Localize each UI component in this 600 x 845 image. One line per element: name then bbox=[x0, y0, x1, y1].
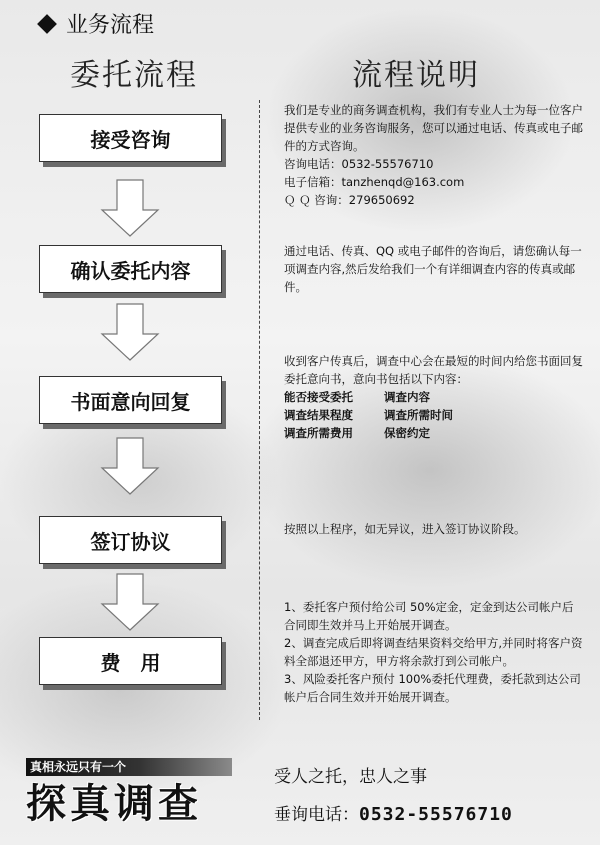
consult-phone: 咨询电话：0532-55576710 bbox=[284, 157, 434, 171]
left-column-title: 委托流程 bbox=[70, 58, 198, 93]
consult-email: 电子信箱：tanzhenqd@163.com bbox=[284, 175, 465, 189]
reply-item: 能否接受委托 bbox=[284, 390, 353, 404]
description-consult bbox=[284, 101, 584, 209]
description-reply-intro: 收到客户传真后，调查中心会在最短的时间内给您书面回复委托意向书，意向书包括以下内容： bbox=[284, 354, 583, 386]
step-box-1: 接受咨询 bbox=[39, 114, 222, 162]
reply-item: 调查内容 bbox=[384, 390, 430, 404]
step-box-5: 费 用 bbox=[39, 637, 222, 685]
hotline-label: 垂询电话： bbox=[274, 805, 359, 825]
description-fees bbox=[284, 598, 584, 706]
fee-term-1: 1、委托客户预付给公司 50%定金，定金到达公司帐户后合同即生效并马上开始展开调查。 bbox=[284, 600, 574, 632]
hotline-number: 0532-55576710 bbox=[359, 804, 513, 825]
brand-name: 探真调查 bbox=[26, 780, 202, 827]
down-arrow-icon bbox=[100, 572, 160, 632]
reply-item: 调查所需费用 bbox=[284, 426, 353, 440]
description-agreement-text: 按照以上程序，如无异议，进入签订协议阶段。 bbox=[284, 522, 526, 536]
down-arrow-icon bbox=[100, 178, 160, 238]
section-header-title: 业务流程 bbox=[66, 13, 155, 38]
diamond-bullet-icon bbox=[37, 14, 57, 34]
description-agreement bbox=[284, 520, 584, 538]
step-box-4: 签订协议 bbox=[39, 516, 222, 564]
consult-qq: Ｑ Ｑ 咨询：279650692 bbox=[284, 193, 415, 207]
description-consult-intro: 我们是专业的商务调查机构，我们有专业人士为每一位客户提供专业的业务咨询服务，您可以通过电话、传真或电子邮件的方式咨询。 bbox=[284, 103, 583, 153]
hotline bbox=[274, 800, 513, 825]
right-column-title: 流程说明 bbox=[352, 58, 480, 93]
step-box-2: 确认委托内容 bbox=[39, 245, 222, 293]
brand-logo bbox=[26, 758, 232, 830]
dashed-divider bbox=[259, 100, 260, 720]
description-confirm bbox=[284, 242, 584, 296]
down-arrow-icon bbox=[100, 302, 160, 362]
reply-item: 保密约定 bbox=[384, 426, 430, 440]
slogan: 受人之托，忠人之事 bbox=[274, 767, 427, 787]
reply-item: 调查结果程度 bbox=[284, 408, 353, 422]
reply-item: 调查所需时间 bbox=[384, 408, 453, 422]
reply-items-grid bbox=[284, 388, 584, 442]
description-confirm-text: 通过电话、传真、QQ 或电子邮件的咨询后，请您确认每一项调查内容,然后发给我们一个有详细调查内容的传真或邮件。 bbox=[284, 244, 582, 294]
step-box-3: 书面意向回复 bbox=[39, 376, 222, 424]
brand-tagline: 真相永远只有一个 bbox=[26, 758, 232, 776]
fee-term-2: 2、调查完成后即将调查结果资料交给甲方,并同时将客户资料全部退还甲方，甲方将余款打到公司帐户。 bbox=[284, 636, 583, 668]
down-arrow-icon bbox=[100, 436, 160, 496]
description-reply bbox=[284, 352, 584, 442]
fee-term-3: 3、风险委托客户预付 100%委托代理费，委托款到达公司帐户后合同生效并开始展开调查。 bbox=[284, 672, 581, 704]
section-header bbox=[40, 8, 154, 39]
